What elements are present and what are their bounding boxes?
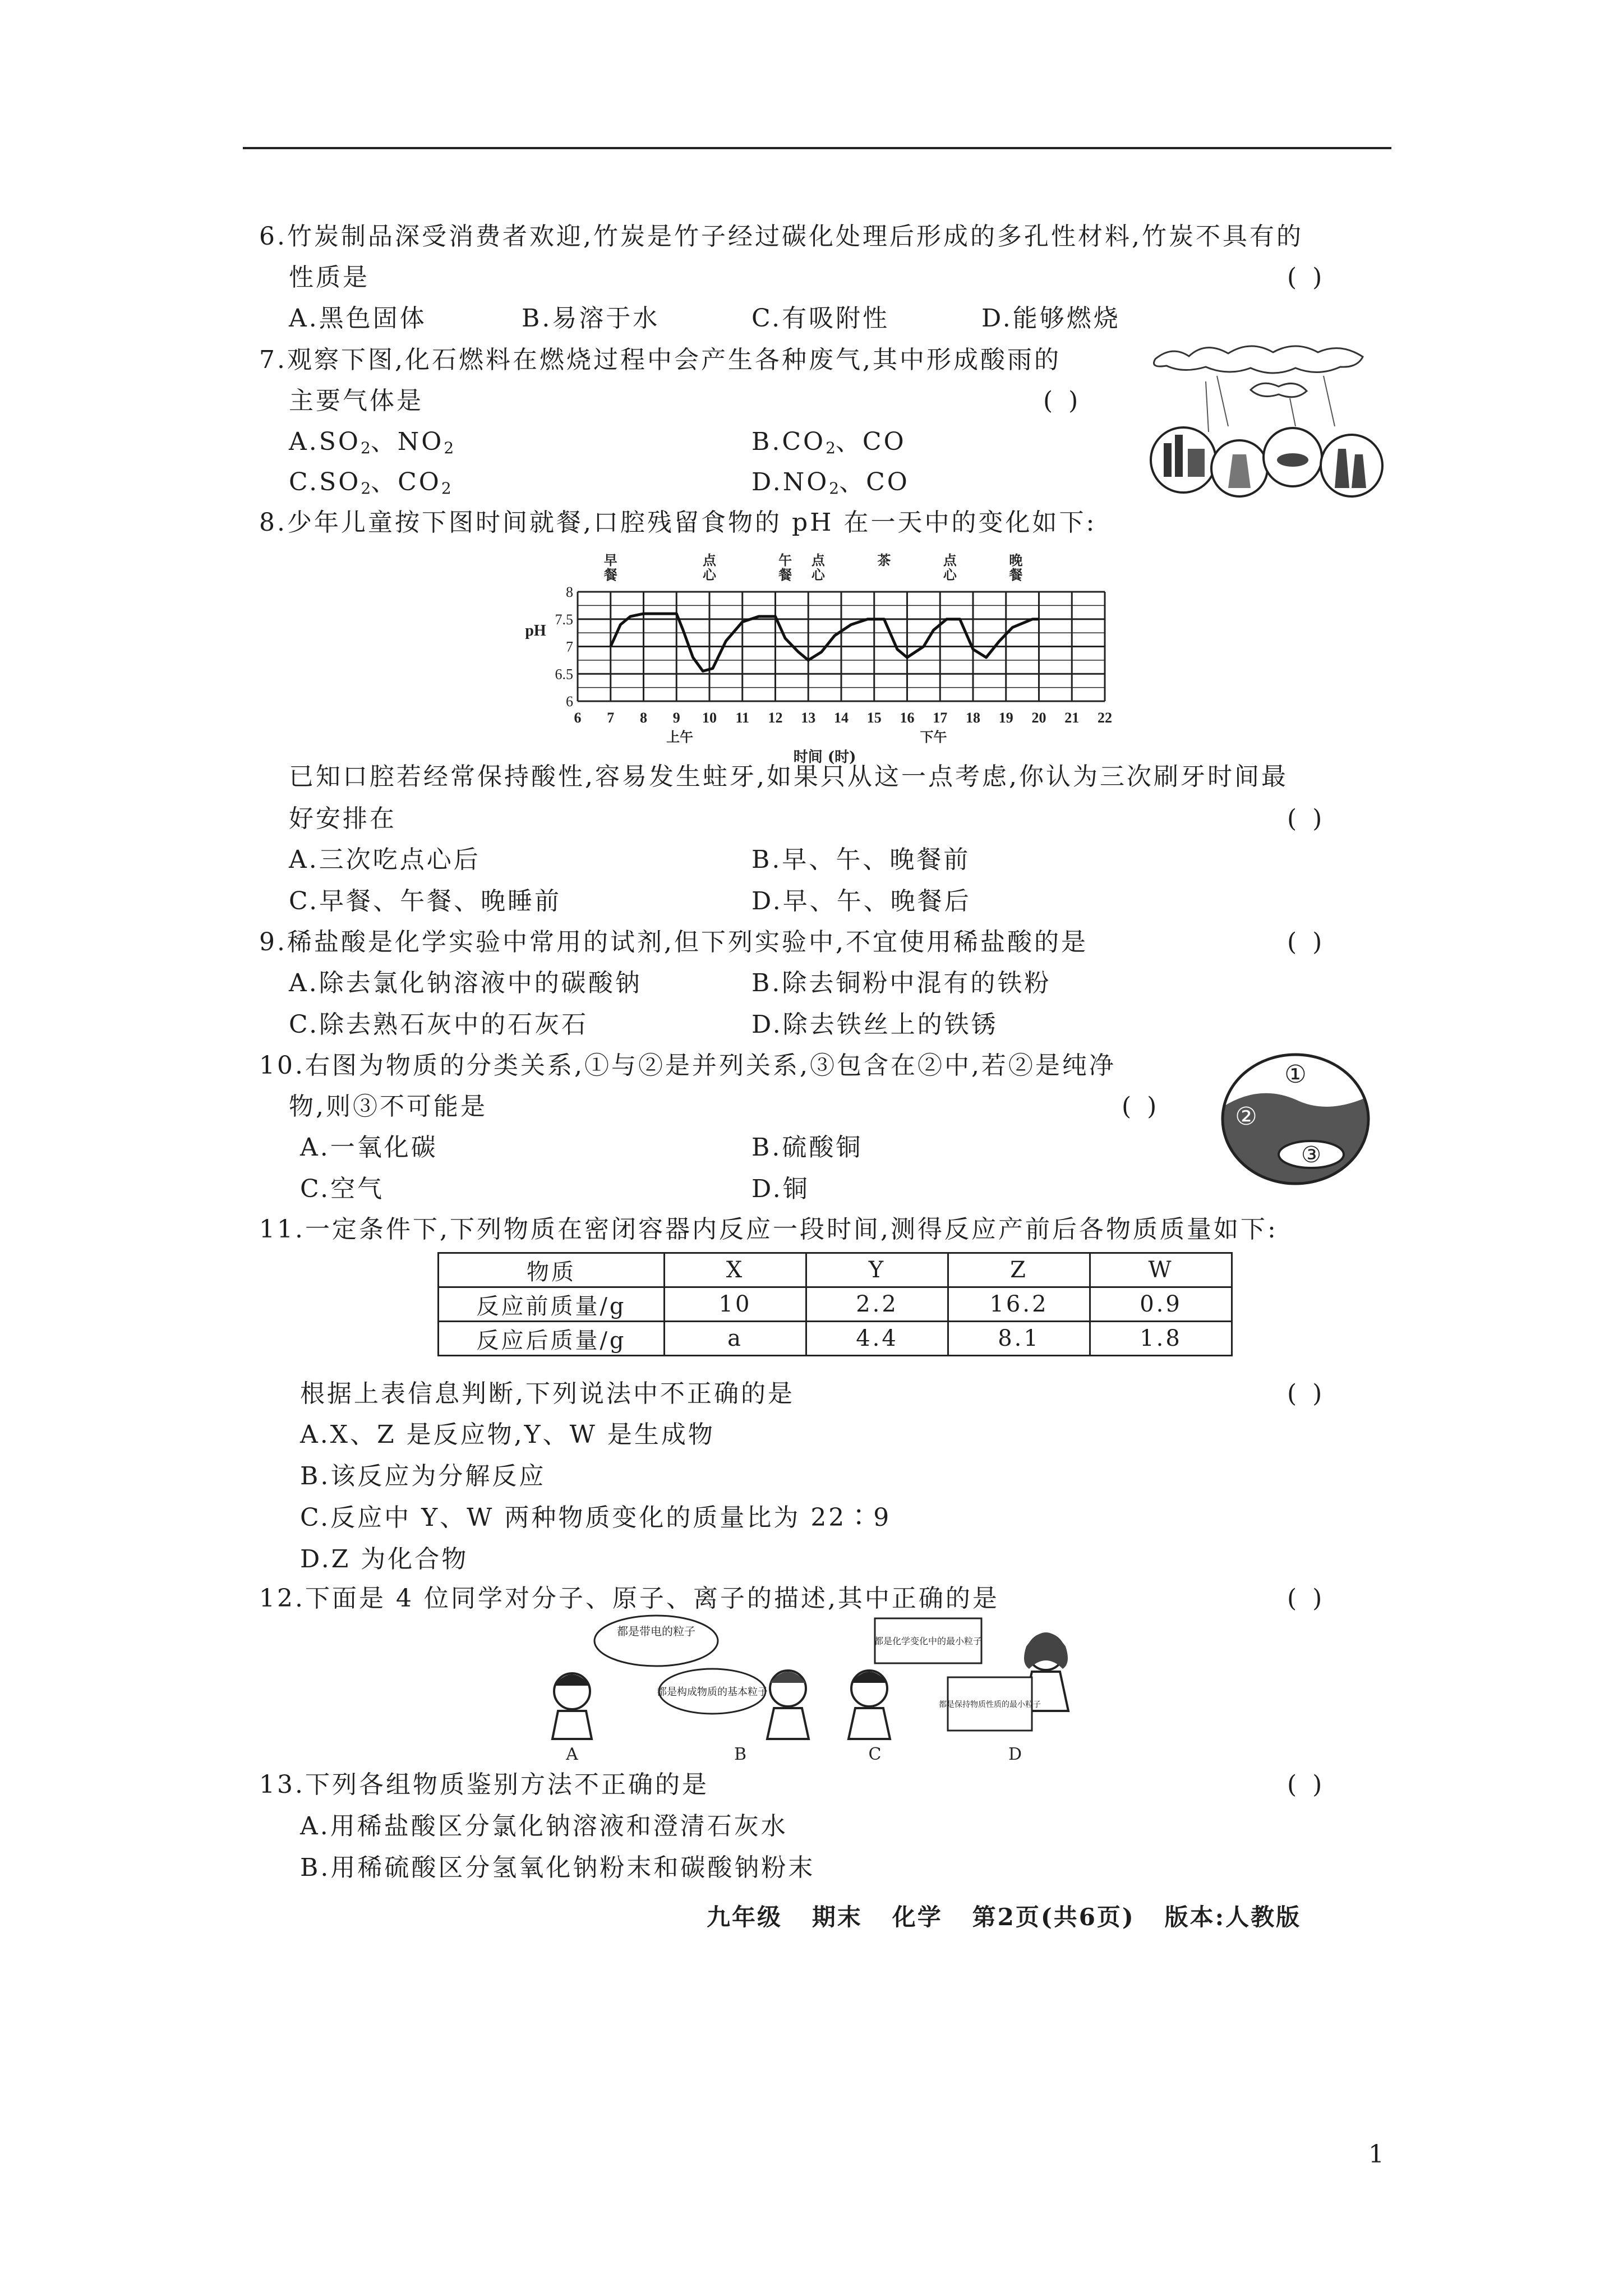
- page-footer: 九年级 期末 化学 第2页(共6页) 版本:人教版: [707, 1903, 1302, 1931]
- q8-answer-paren: ( ): [1287, 804, 1322, 833]
- x-axis-label: 时间 (时): [793, 749, 856, 766]
- meal-label-char: 点: [703, 552, 716, 568]
- q7-answer-paren: ( ): [1043, 386, 1078, 415]
- x-tick-label: 8: [640, 710, 647, 726]
- x-tick-label: 12: [768, 710, 783, 726]
- q11-option-d: D.Z 为化合物: [300, 1545, 469, 1573]
- y-axis-label: pH: [525, 622, 546, 639]
- q9-answer-paren: ( ): [1287, 928, 1322, 956]
- q7-option-d: $D.NO_2$、CO: [751, 468, 910, 498]
- table-cell: 反应前质量/g: [439, 1287, 665, 1322]
- meal-label-char: 茶: [877, 552, 891, 568]
- mass-table: [437, 1252, 1233, 1356]
- q10-answer-paren: ( ): [1122, 1092, 1157, 1121]
- x-tick-label: 13: [801, 710, 816, 726]
- x-tick-label: 22: [1098, 710, 1112, 726]
- student-label-d: D: [1008, 1745, 1022, 1764]
- q8-stem-line3: 已知口腔若经常保持酸性,容易发生蛀牙,如果只从这一点考虑,你认为三次刷牙时间最: [289, 762, 1288, 791]
- y-tick-label: 7.5: [555, 611, 573, 628]
- x-tick-label: 10: [702, 710, 717, 726]
- page-number: 1: [1368, 2140, 1384, 2169]
- table-row: [439, 1322, 1232, 1356]
- meal-label: [603, 552, 617, 583]
- meal-label-char: 心: [703, 567, 716, 583]
- q11-answer-paren: ( ): [1287, 1379, 1322, 1408]
- x-tick-label: 21: [1064, 710, 1080, 726]
- q6-option-b: B.易溶于水: [522, 304, 660, 333]
- q7-option-c: $C.SO_2$、$CO_2$: [289, 468, 451, 498]
- table-cell: 2.2: [806, 1287, 948, 1322]
- y-tick-label: 8: [566, 584, 573, 600]
- q6-stem-line1: 6.竹炭制品深受消费者欢迎,竹炭是竹子经过碳化处理后形成的多孔性材料,竹炭不具有的: [259, 222, 1303, 251]
- q6-answer-paren: ( ): [1287, 263, 1322, 292]
- q12-stem-line1: 12.下面是 4 位同学对分子、原子、离子的描述,其中正确的是: [259, 1584, 999, 1613]
- q9-option-a: A.除去氯化钠溶液中的碳酸钠: [289, 969, 642, 997]
- table-cell: 0.9: [1090, 1287, 1232, 1322]
- table-cell: 4.4: [806, 1322, 948, 1356]
- bubble-c-text: 都是化学变化中的最小粒子: [874, 1636, 983, 1646]
- x-tick-label: 11: [735, 710, 750, 726]
- table-cell: 10: [665, 1287, 806, 1322]
- x-tick-label: 7: [607, 710, 615, 726]
- q10-stem-line1: 10.右图为物质的分类关系,①与②是并列关系,③包含在②中,若②是纯净: [259, 1051, 1116, 1080]
- bubble-a-text: [617, 1625, 695, 1638]
- q9-option-d: D.除去铁丝上的铁锈: [751, 1010, 998, 1039]
- q10-option-b: B.硫酸铜: [751, 1133, 863, 1162]
- x-tick-label: 18: [966, 710, 980, 726]
- x-tick-label: 19: [998, 710, 1013, 726]
- meal-label-char: 心: [811, 567, 825, 583]
- table-cell: X: [665, 1253, 806, 1287]
- acid-rain-illustration: [1144, 337, 1385, 499]
- table-cell: 1.8: [1090, 1322, 1232, 1356]
- meal-label-char: 早: [603, 552, 617, 568]
- q8-option-b: B.早、午、晚餐前: [751, 845, 971, 874]
- bubble-d-text: 都是保持物质性质的最小粒子: [939, 1700, 1041, 1709]
- table-cell: 16.2: [948, 1287, 1090, 1322]
- q11-option-a: A.X、Z 是反应物,Y、W 是生成物: [300, 1420, 715, 1449]
- meal-label: [943, 552, 957, 583]
- table-header-row: [439, 1253, 1232, 1287]
- q6-stem-line2: 性质是: [289, 263, 370, 292]
- q12-answer-paren: ( ): [1287, 1584, 1322, 1613]
- q7-option-a: $A.SO_2$、$NO_2$: [289, 427, 454, 457]
- table-cell: W: [1090, 1253, 1232, 1287]
- table-row: [439, 1287, 1232, 1322]
- q7-stem-line2: 主要气体是: [289, 386, 423, 415]
- student-label-a: A: [566, 1745, 578, 1764]
- meal-label: [1008, 552, 1022, 583]
- bubble-b-text: 都是构成物质的基本粒子: [657, 1686, 768, 1698]
- x-tick-label: 9: [672, 710, 680, 726]
- q10-stem-line2: 物,则③不可能是: [289, 1092, 487, 1121]
- x-tick-label: 6: [574, 710, 582, 726]
- meal-label-char: 晚: [1009, 552, 1023, 568]
- x-tick-label: 16: [900, 710, 915, 726]
- q8-stem-line4: 好安排在: [289, 804, 396, 833]
- y-tick-label: 6.5: [555, 666, 573, 683]
- q11-option-b: B.该反应为分解反应: [300, 1462, 546, 1490]
- table-cell: 物质: [439, 1253, 665, 1287]
- x-tick-label: 15: [866, 710, 882, 726]
- set-label-2: ②: [1235, 1102, 1257, 1131]
- q13-option-b: B.用稀硫酸区分氢氧化钠粉末和碳酸钠粉末: [300, 1853, 815, 1882]
- meal-label-char: 餐: [778, 567, 792, 583]
- bubble-a-line: 都是带电的粒子: [617, 1625, 695, 1638]
- y-tick-label: 6: [566, 693, 573, 710]
- set-label-1: ①: [1284, 1060, 1307, 1089]
- q11-stem-line1: 11.一定条件下,下列物质在密闭容器内反应一段时间,测得反应产前后各物质质量如下:: [259, 1215, 1278, 1244]
- q6-option-d: D.能够燃烧: [981, 304, 1121, 333]
- meal-label: [877, 552, 891, 568]
- x-tick-label: 20: [1031, 710, 1046, 726]
- meal-label-char: 餐: [1009, 567, 1023, 583]
- table-cell: 8.1: [948, 1322, 1090, 1356]
- table-cell: Z: [948, 1253, 1090, 1287]
- meal-label-char: 点: [811, 552, 825, 568]
- x-tick-label: 14: [834, 710, 849, 726]
- table-cell: Y: [806, 1253, 948, 1287]
- q8-stem-line1: 8.少年儿童按下图时间就餐,口腔残留食物的 pH 在一天中的变化如下:: [259, 508, 1097, 537]
- meal-label: [778, 552, 792, 583]
- meal-label-char: 心: [943, 567, 957, 583]
- q8-option-a: A.三次吃点心后: [289, 845, 481, 874]
- pm-label: 下午: [920, 729, 947, 745]
- q8-option-c: C.早餐、午餐、晚睡前: [289, 887, 562, 915]
- classification-diagram: [1217, 1049, 1374, 1189]
- q9-option-b: B.除去铜粉中混有的铁粉: [751, 969, 1052, 997]
- q6-option-c: C.有吸附性: [751, 304, 890, 333]
- table-cell: 反应后质量/g: [439, 1322, 665, 1356]
- student-label-c: C: [868, 1745, 882, 1764]
- meal-label: [703, 552, 717, 583]
- q13-stem-line1: 13.下列各组物质鉴别方法不正确的是: [259, 1770, 709, 1799]
- q6-option-a: A.黑色固体: [289, 304, 427, 333]
- q11-stem-line2: 根据上表信息判断,下列说法中不正确的是: [300, 1379, 795, 1408]
- meal-label-char: 午: [778, 552, 792, 568]
- q11-option-c: C.反应中 Y、W 两种物质变化的质量比为 22∶9: [300, 1503, 892, 1532]
- q10-option-a: A.一氧化碳: [300, 1133, 438, 1162]
- q7-stem-line1: 7.观察下图,化石燃料在燃烧过程中会产生各种废气,其中形成酸雨的: [259, 346, 1061, 374]
- q8-option-d: D.早、午、晚餐后: [751, 887, 971, 915]
- q9-stem-line1: 9.稀盐酸是化学实验中常用的试剂,但下列实验中,不宜使用稀盐酸的是: [259, 928, 1088, 956]
- x-tick-label: 17: [933, 710, 948, 726]
- am-label: 上午: [666, 729, 694, 745]
- q9-option-c: C.除去熟石灰中的石灰石: [289, 1010, 589, 1039]
- top-rule: [243, 147, 1391, 149]
- q13-answer-paren: ( ): [1287, 1770, 1322, 1799]
- set-label-3: ③: [1301, 1142, 1321, 1168]
- meal-label-char: 点: [943, 552, 957, 568]
- table-cell: a: [665, 1322, 806, 1356]
- meal-label: [811, 552, 826, 583]
- student-label-b: B: [734, 1745, 747, 1764]
- ph-chart: [494, 547, 1133, 766]
- q13-option-a: A.用稀盐酸区分氯化钠溶液和澄清石灰水: [300, 1812, 788, 1841]
- q10-option-d: D.铜: [751, 1175, 810, 1203]
- meal-label-char: 餐: [603, 567, 617, 583]
- students-illustration: [538, 1607, 1088, 1764]
- y-tick-label: 7: [566, 638, 573, 655]
- ph-series-line: [611, 614, 1039, 671]
- q7-option-b: $B.CO_2$、CO: [751, 427, 906, 457]
- q10-option-c: C.空气: [300, 1175, 385, 1203]
